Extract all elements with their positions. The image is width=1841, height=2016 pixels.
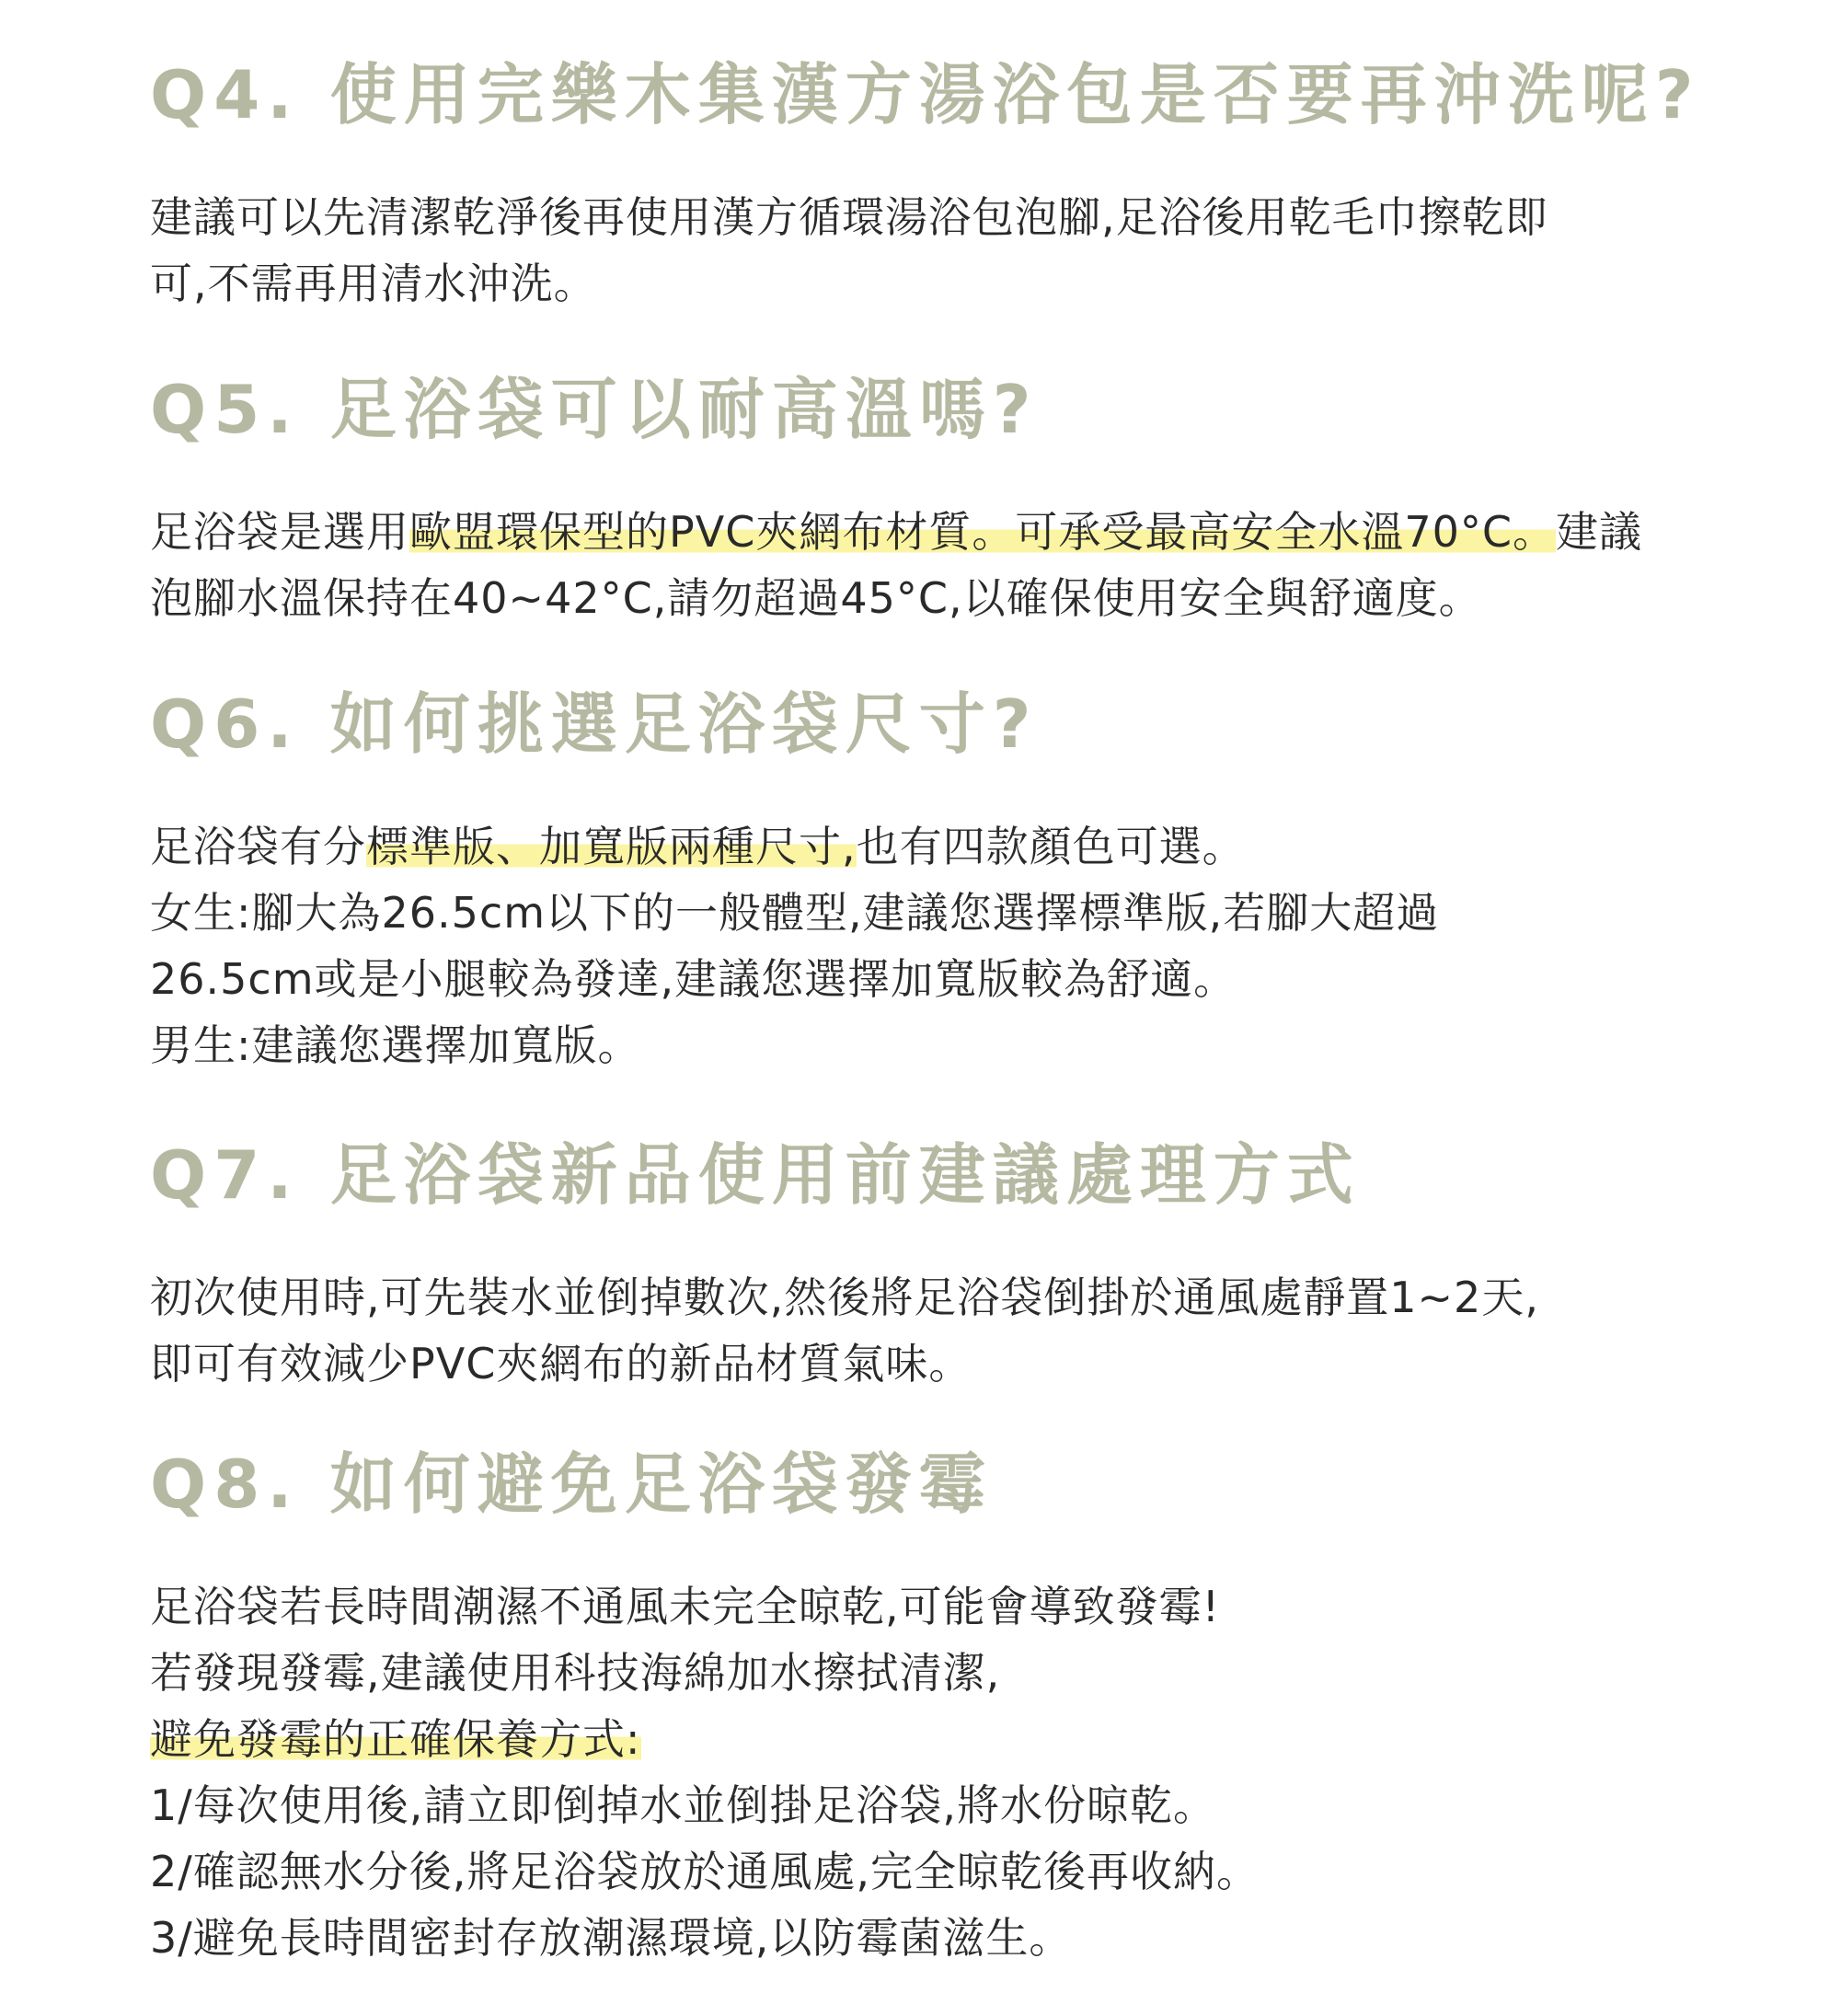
faq-q8-answer-line-2: 若發現發霉,建議使用科技海綿加水擦拭清潔,	[150, 1648, 1001, 1698]
faq-q5	[150, 368, 1714, 631]
faq-q6-answer-line-3: 26.5cm或是小腿較為發達,建議您選擇加寬版較為舒適。	[150, 954, 1237, 1004]
faq-q6-answer-line-4: 男生:建議您選擇加寬版。	[150, 1020, 641, 1070]
faq-q6-highlight: 標準版、加寬版兩種尺寸,	[366, 822, 857, 871]
faq-q8-highlight: 避免發霉的正確保養方式:	[150, 1714, 641, 1764]
faq-q7-question: Q7. 足浴袋新品使用前建議處理方式	[150, 1136, 1361, 1214]
faq-q5-answer	[150, 499, 1714, 631]
faq-q5-answer-text: 建議	[1555, 507, 1642, 557]
faq-q6-answer-line-2: 女生:腳大為26.5cm以下的一般體型,建議您選擇標準版,若腳大超過	[150, 888, 1440, 938]
faq-q6-answer-line-1	[150, 813, 1714, 880]
faq-q6-answer-text: 足浴袋有分	[150, 822, 366, 871]
faq-q7	[150, 1134, 1714, 1397]
faq-q8-answer-line-6: 3/避免長時間密封存放潮濕環境,以防霉菌滋生。	[150, 1913, 1073, 1963]
faq-q6-answer	[150, 813, 1714, 1078]
faq-q8	[150, 1443, 1714, 1971]
faq-q7-answer-line-2: 即可有效減少PVC夾網布的新品材質氣味。	[150, 1339, 972, 1388]
faq-q4-answer	[150, 184, 1714, 317]
faq-q4-answer-line-1: 建議可以先清潔乾淨後再使用漢方循環湯浴包泡腳,足浴後用乾毛巾擦乾即	[150, 192, 1548, 242]
faq-q8-answer	[150, 1573, 1714, 1971]
faq-q6-answer-text: 也有四款顏色可選。	[856, 822, 1246, 871]
faq-q4	[150, 53, 1714, 317]
faq-q8-answer-line-1: 足浴袋若長時間潮濕不通風未完全晾乾,可能會導致發霉!	[150, 1582, 1221, 1631]
faq-q4-question: Q4. 使用完樂木集漢方湯浴包是否要再沖洗呢?	[150, 56, 1701, 133]
faq-q6-question: Q6. 如何挑選足浴袋尺寸?	[150, 685, 1039, 763]
faq-q5-highlight: 歐盟環保型的PVC夾網布材質。可承受最高安全水溫70°C。	[409, 507, 1556, 557]
faq-q8-question: Q8. 如何避免足浴袋發霉	[150, 1446, 993, 1523]
faq-q5-answer-line-1	[150, 499, 1714, 565]
faq-q8-answer-line-3	[150, 1706, 1714, 1772]
faq-q7-answer-line-1: 初次使用時,可先裝水並倒掉數次,然後將足浴袋倒掛於通風處靜置1~2天,	[150, 1273, 1539, 1322]
faq-q5-question: Q5. 足浴袋可以耐高溫嗎?	[150, 371, 1039, 448]
faq-q5-answer-line-2: 泡腳水溫保持在40~42°C,請勿超過45°C,以確保使用安全與舒適度。	[150, 573, 1482, 623]
faq-q7-answer	[150, 1264, 1714, 1397]
faq-q8-answer-line-5: 2/確認無水分後,將足浴袋放於通風處,完全晾乾後再收納。	[150, 1847, 1260, 1896]
faq-q4-answer-line-2: 可,不需再用清水沖洗。	[150, 259, 597, 308]
faq-q8-answer-line-4: 1/每次使用後,請立即倒掉水並倒掛足浴袋,將水份晾乾。	[150, 1780, 1217, 1830]
faq-q6	[150, 683, 1714, 1078]
faq-q5-answer-text: 足浴袋是選用	[150, 507, 409, 557]
